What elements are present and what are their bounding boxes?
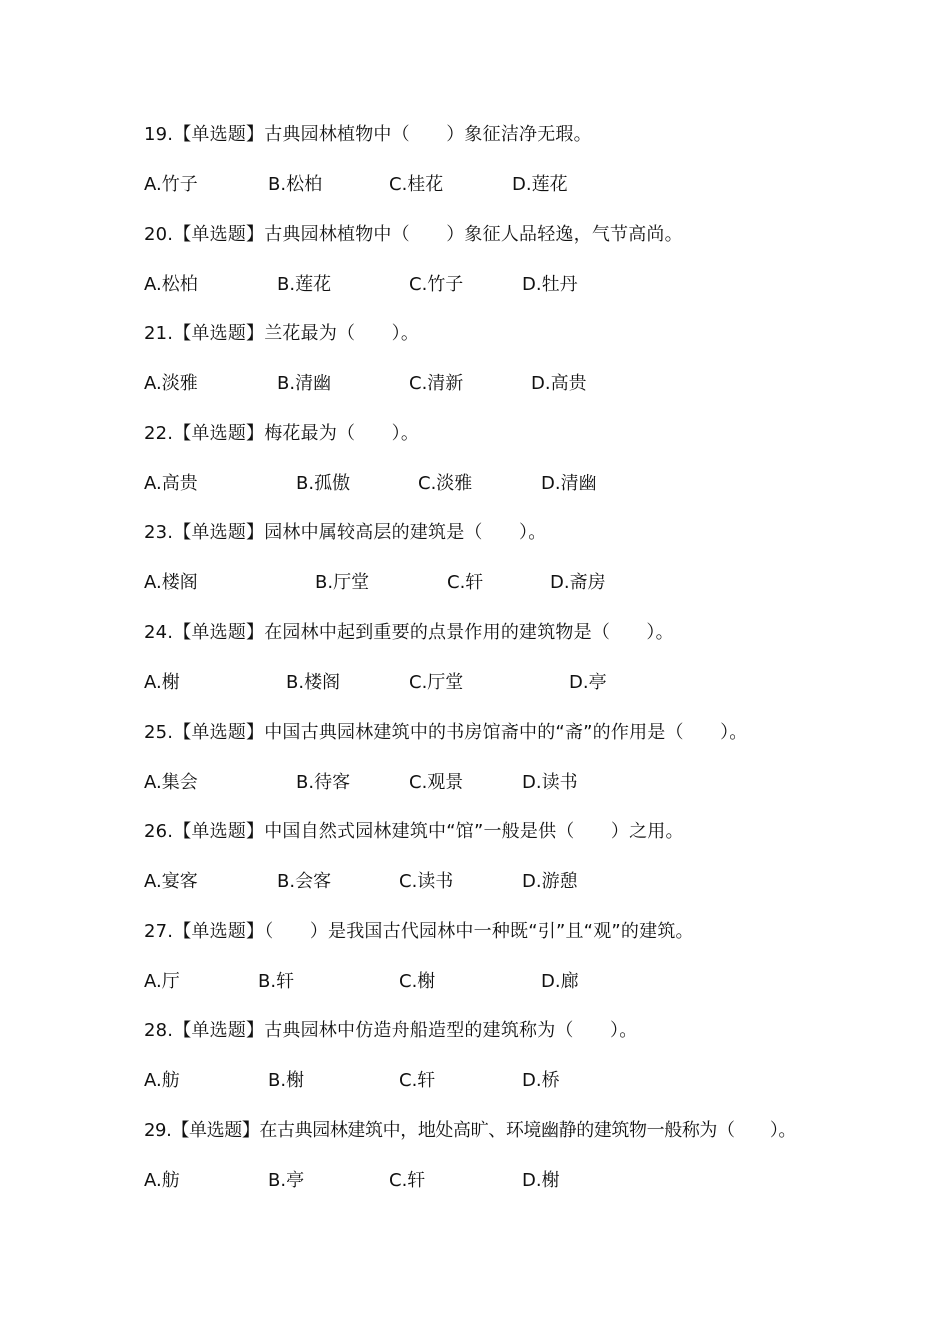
option-c: C.淡雅 (418, 473, 473, 494)
question-stem-26: 26.【单选题】中国自然式园林建筑中“馆”一般是供（ ）之用。 (144, 821, 684, 842)
option-d: D.读书 (522, 772, 578, 793)
question-stem-29: 29.【单选题】在古典园林建筑中，地处高旷、环境幽静的建筑物一般称为（ ）。 (144, 1120, 797, 1141)
option-b: B.轩 (258, 971, 295, 992)
option-d: D.桥 (522, 1070, 560, 1091)
option-c: C.榭 (399, 971, 436, 992)
option-a: A.竹子 (144, 174, 198, 195)
question-stem-28: 28.【单选题】古典园林中仿造舟船造型的建筑称为（ ）。 (144, 1020, 638, 1041)
option-b: B.楼阁 (286, 672, 341, 693)
option-b: B.会客 (277, 871, 332, 892)
question-stem-20: 20.【单选题】古典园林植物中（ ）象征人品轻逸，气节高尚。 (144, 224, 683, 245)
option-a: A.宴客 (144, 871, 198, 892)
option-b: B.清幽 (277, 373, 332, 394)
option-c: C.读书 (399, 871, 454, 892)
question-stem-21: 21.【单选题】兰花最为（ ）。 (144, 323, 420, 344)
option-b: B.厅堂 (315, 572, 370, 593)
option-c: C.竹子 (409, 274, 464, 295)
question-stem-23: 23.【单选题】园林中属较高层的建筑是（ ）。 (144, 522, 547, 543)
question-stem-19: 19.【单选题】古典园林植物中（ ）象征洁净无瑕。 (144, 124, 592, 145)
option-d: D.亭 (569, 672, 607, 693)
option-b: B.亭 (268, 1170, 305, 1191)
option-c: C.清新 (409, 373, 464, 394)
option-b: B.待客 (296, 772, 351, 793)
question-stem-22: 22.【单选题】梅花最为（ ）。 (144, 423, 420, 444)
option-a: A.厅 (144, 971, 180, 992)
option-c: C.桂花 (389, 174, 444, 195)
option-a: A.榭 (144, 672, 180, 693)
question-stem-24: 24.【单选题】在园林中起到重要的点景作用的建筑物是（ ）。 (144, 622, 674, 643)
option-b: B.松柏 (268, 174, 323, 195)
option-c: C.观景 (409, 772, 464, 793)
option-d: D.廊 (541, 971, 579, 992)
option-d: D.榭 (522, 1170, 560, 1191)
option-a: A.集会 (144, 772, 198, 793)
question-stem-27: 27.【单选题】（ ）是我国古代园林中一种既“引”且“观”的建筑。 (144, 921, 694, 942)
option-d: D.斋房 (550, 572, 606, 593)
option-d: D.清幽 (541, 473, 597, 494)
option-d: D.高贵 (531, 373, 587, 394)
option-a: A.松柏 (144, 274, 198, 295)
option-c: C.轩 (399, 1070, 436, 1091)
option-d: D.牡丹 (522, 274, 578, 295)
option-a: A.楼阁 (144, 572, 198, 593)
option-b: B.榭 (268, 1070, 305, 1091)
option-a: A.淡雅 (144, 373, 198, 394)
option-a: A.舫 (144, 1070, 180, 1091)
option-a: A.高贵 (144, 473, 198, 494)
option-d: D.游憩 (522, 871, 578, 892)
question-stem-25: 25.【单选题】中国古典园林建筑中的书房馆斋中的“斋”的作用是（ ）。 (144, 722, 748, 743)
option-c: C.轩 (447, 572, 484, 593)
option-d: D.莲花 (512, 174, 568, 195)
option-b: B.莲花 (277, 274, 332, 295)
option-b: B.孤傲 (296, 473, 351, 494)
option-c: C.轩 (389, 1170, 426, 1191)
option-a: A.舫 (144, 1170, 180, 1191)
option-c: C.厅堂 (409, 672, 464, 693)
